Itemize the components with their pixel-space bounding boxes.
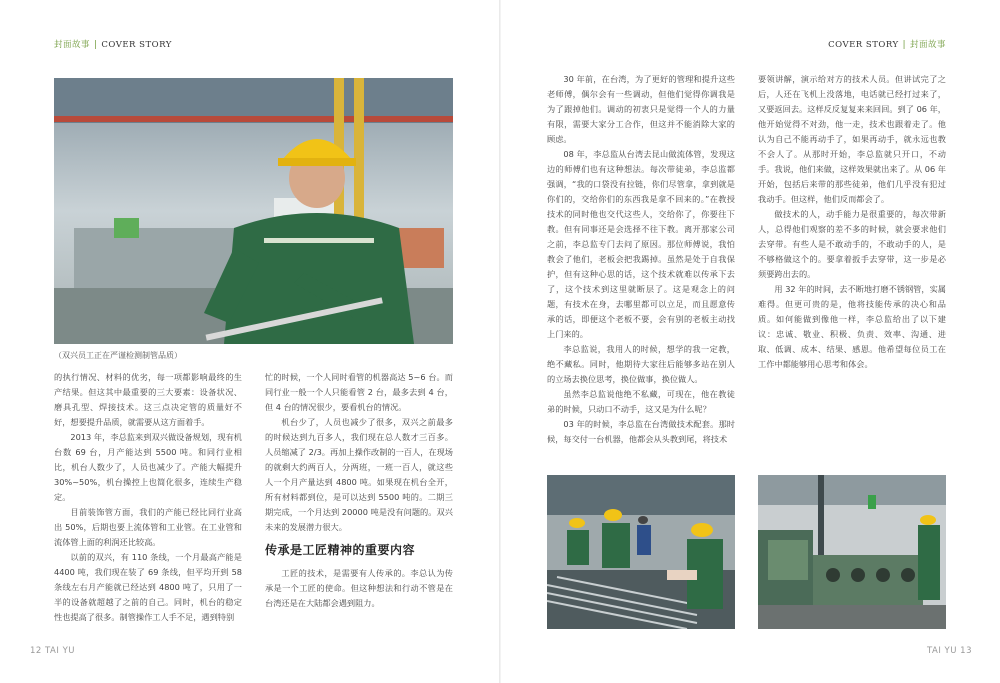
running-head-cn: 封面故事: [54, 40, 91, 50]
center-gutter: [499, 0, 501, 683]
running-head-sep: |: [902, 40, 906, 50]
paragraph: 李总监说，我用人的时候，想学的我一定教，绝不藏私。同时，他期待大家往后能够多站在别人的立场去换位思考，换位做事，换位做人。: [547, 344, 735, 384]
paragraph: 工匠的技术，是需要有人传承的。李总认为传承是一个工匠的使命。但这种想法和行动不管是在台湾还是在大陆都会遇到阻力。: [265, 568, 453, 608]
paragraph: 08 年，李总监从台湾去昆山做流体管，发现这边的师傅们也有这种想法。每次带徒弟，李总监都强调，“我的口袋没有拉链，你们尽管拿，拿到就是你们的，交给你们的东西我是拿不回来的。”在教授技术的同时他也交代这些人，交给你了，你要往下教。但有同事还是会选择不往下教。离开那家公司之前，李总监专门去问了原因。那位师傅说，我怕教会了他们，老板会把我踢掉。虽然是处于自我保护，但有这种心思的话，这个技术就难以传承下去了，这个技术到这里就断层了。这是观念上的问题，有技术在身，去哪里都可以立足，而且愿意传承的话，即便这个老板不要，会有别的老板主动找上门来的。: [547, 149, 735, 339]
running-head-right: [828, 38, 946, 50]
paragraph: 要领讲解，演示给对方的技术人员。但讲试完了之后，人还在飞机上没落地，电话就已经打过来了，又要返回去。这样反反复复来来回回。到了 06 年，他开始觉得不对劲，他一走，技术也跟着走了。他认为自己不能再动手了，如果再动手，就永远也教不会人了。从那时开始，李总监就只开口，不动手。我说，他们来做，这样效果就出来了。从 06 年开始，包括后来带的那些徒弟，他们几乎没有犯过我动手。但这样，他们反而都会了。: [758, 74, 946, 204]
paragraph: 做技术的人，动手能力是很重要的，每次带新人，总得他们观察的差不多的时候，就会要求他们去穿带。有些人是不敢动手的，不敢动手的人，是不够格做这个的。要拿着扳手去穿带，这一步是必须要跨出去的。: [758, 209, 946, 279]
workers-assembly-photo: [547, 475, 735, 629]
running-head-sep: |: [94, 40, 98, 50]
worker-inspection-photo: [54, 78, 453, 344]
paragraph: 03 年的时候，李总监在台湾做技术配套。那时候，每交付一台机器，他都会从头教到尾，将技术: [547, 419, 735, 444]
right-column-2: [758, 72, 946, 452]
paragraph: 2013 年，李总监来到双兴做设备规划，现有机台数 69 台，月产能达到 5500 吨。和同行业相比，机台人数少了，人员也减少了。产能大幅提升 30%~50%，机台操控上也简化很多，连续生产稳定。: [54, 432, 242, 502]
paragraph: 虽然李总监说他绝不私藏，可现在，他在教徒弟的时候，只动口不动手，这又是为什么呢？: [547, 389, 735, 414]
left-column-1: [54, 370, 242, 632]
running-head-en: COVER STORY: [828, 40, 899, 50]
paragraph: 目前装饰管方面，我们的产能已经比同行业高出 50%，后期也要上流体管和工业管。在工业管和流体管上面的利润还比较高。: [54, 507, 242, 547]
page-number-right: TAI YU 13: [927, 646, 972, 656]
photo-caption: （双兴员工正在严谨检测制管品质）: [54, 351, 182, 360]
paragraph: 机台少了，人员也减少了很多，双兴之前最多的时候达到九百多人，我们现在总人数才三百多。人员缩减了 2/3。再加上操作改制的一百人，在现场的就剩大约两百人，分两班，一班一百人，就这些人一个月产量达到 4800 吨。如果现在机台全开，所有材料都到位，是可以达到 5500 吨的。二期三期完成，一个月达到 20000 吨是没有问题的。双兴未来的发展潜力很大。: [265, 417, 453, 532]
running-head-en: COVER STORY: [101, 40, 172, 50]
running-head-left: [54, 38, 172, 50]
paragraph: 用 32 年的时间，去不断地打磨不锈钢管，实属难得。但更可贵的是，他将技能传承的决心和品质。如何能做到像他一样，李总监给出了以下建议：忠诚、敬业、积极、负责、效率、沟通、进取、低调、成本、结果、感恩。他希望每位员工在工作中都能够用心思考和体会。: [758, 284, 946, 369]
paragraph: 忙的时候，一个人同时看管的机器高达 5~6 台。而同行业一般一个人只能看管 2 台，最多去到 4 台，但 4 台的情况很少，要看机台的情况。: [265, 372, 453, 412]
page-number-left: 12 TAI YU: [30, 646, 75, 656]
running-head-cn: 封面故事: [909, 40, 946, 50]
section-heading: 传承是工匠精神的重要内容: [265, 543, 416, 557]
paragraph: 的执行情况、材料的优劣，每一项都影响最终的生产结果。但这其中最重要的三大要素：设备状况、磨具孔型、焊接技术。这三点决定管的质量好不好，想要提升品质，就需要从这方面着手。: [54, 372, 242, 427]
production-line-photo: [758, 475, 946, 629]
right-column-1: [547, 72, 735, 452]
left-column-2: [265, 370, 453, 632]
paragraph: 30 年前，在台湾，为了更好的管理和提升这些老师傅，偶尔会有一些调动，但他们觉得你调我是为了跟掉他们。调动的初衷只是觉得一个人的力量有限，需要大家分工合作，但这并不能消除大家的顾虑。: [547, 74, 735, 144]
paragraph: 以前的双兴，有 110 条线，一个月最高产能是 4400 吨，我们现在装了 69 条线，但平均开到 58 条线左右月产能就已经达到 4800 吨了，只用了一半的设备就超越了之前的自己。同时，机台的稳定性也提高了很多。制管操作工人手不足，遇到特别: [54, 552, 242, 622]
